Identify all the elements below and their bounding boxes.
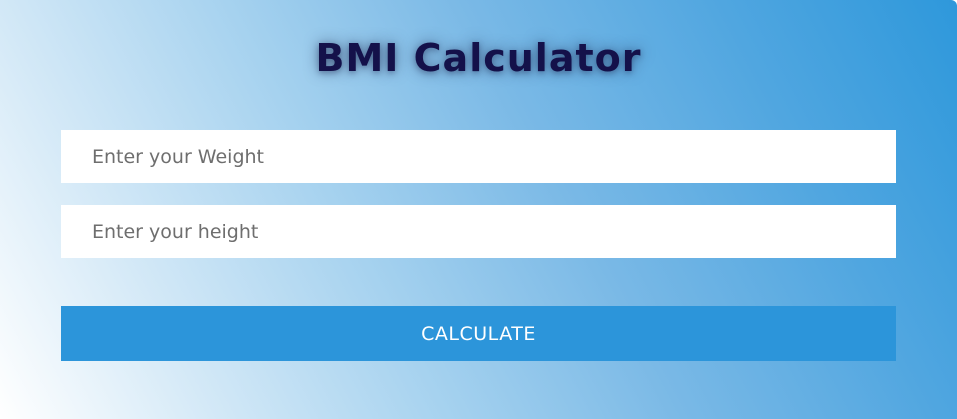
height-input[interactable]: [61, 205, 896, 258]
page-title: BMI Calculator: [315, 36, 642, 80]
weight-input[interactable]: [61, 130, 896, 183]
calculate-button[interactable]: CALCULATE: [61, 306, 896, 361]
